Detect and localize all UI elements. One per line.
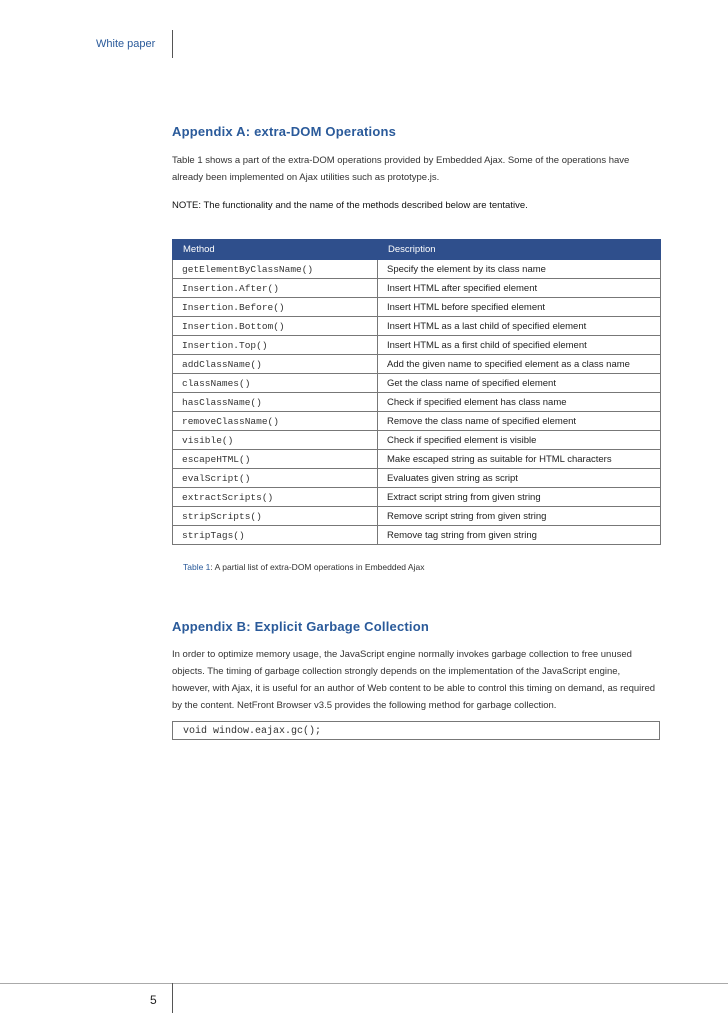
method-cell: evalScript() <box>173 469 378 488</box>
table-row <box>173 431 661 450</box>
appendix-b-title: Appendix B: Explicit Garbage Collection <box>172 619 430 634</box>
table-row <box>173 526 661 545</box>
description-cell: Evaluates given string as script <box>378 469 661 488</box>
header-label: White paper <box>96 38 156 50</box>
table-row <box>173 393 661 412</box>
method-cell: hasClassName() <box>173 393 378 412</box>
description-cell: Extract script string from given string <box>378 488 661 507</box>
method-cell: extractScripts() <box>173 488 378 507</box>
page-number: 5 <box>150 993 157 1007</box>
description-cell: Insert HTML as a first child of specified element <box>378 336 661 355</box>
description-cell: Specify the element by its class name <box>378 260 661 279</box>
table-row <box>173 298 661 317</box>
table-row <box>173 374 661 393</box>
method-cell: visible() <box>173 431 378 450</box>
table-row <box>173 279 661 298</box>
footer-rule <box>0 983 728 984</box>
method-cell: escapeHTML() <box>173 450 378 469</box>
method-cell: Insertion.Before() <box>173 298 378 317</box>
appendix-b-body: In order to optimize memory usage, the JavaScript engine normally invokes garbage collection to free unused objects. The timing of garbage collection strongly depends on the implementation of the JavaScript engine, however, with Ajax, it is useful for an author of Web content to be able to control this timing on demand, as required by the content. NetFront Browser v3.5 provides the following method for garbage collection. <box>172 649 656 711</box>
table-row <box>173 450 661 469</box>
description-cell: Check if specified element has class name <box>378 393 661 412</box>
table-row <box>173 336 661 355</box>
column-header-description: Description <box>378 240 661 260</box>
description-cell: Remove the class name of specified element <box>378 412 661 431</box>
footer-divider <box>172 983 173 1013</box>
table-caption-label: Table 1 <box>183 562 211 572</box>
appendix-a-note: NOTE: The functionality and the name of the methods described below are tentative. <box>172 200 528 211</box>
table-row <box>173 355 661 374</box>
table-header-row <box>173 240 661 260</box>
description-cell: Remove tag string from given string <box>378 526 661 545</box>
table-row <box>173 488 661 507</box>
description-cell: Remove script string from given string <box>378 507 661 526</box>
table-row <box>173 507 661 526</box>
table-caption <box>183 562 424 572</box>
method-cell: stripTags() <box>173 526 378 545</box>
description-cell: Make escaped string as suitable for HTML characters <box>378 450 661 469</box>
description-cell: Check if specified element is visible <box>378 431 661 450</box>
method-cell: getElementByClassName() <box>173 260 378 279</box>
method-cell: addClassName() <box>173 355 378 374</box>
appendix-a-title: Appendix A: extra-DOM Operations <box>172 124 397 139</box>
appendix-a-intro: Table 1 shows a part of the extra-DOM operations provided by Embedded Ajax. Some of the operations have already been implemented on Ajax utilities such as prototype.js. <box>172 155 630 183</box>
method-cell: Insertion.Top() <box>173 336 378 355</box>
method-cell: Insertion.After() <box>173 279 378 298</box>
header-divider <box>172 30 173 58</box>
table-row <box>173 317 661 336</box>
description-cell: Insert HTML before specified element <box>378 298 661 317</box>
description-cell: Get the class name of specified element <box>378 374 661 393</box>
description-cell: Insert HTML as a last child of specified element <box>378 317 661 336</box>
method-cell: removeClassName() <box>173 412 378 431</box>
code-block: void window.eajax.gc(); <box>172 721 660 740</box>
column-header-method: Method <box>173 240 378 260</box>
operations-table <box>172 239 661 545</box>
description-cell: Add the given name to specified element as a class name <box>378 355 661 374</box>
table-caption-text: : A partial list of extra-DOM operations in Embedded Ajax <box>210 562 425 572</box>
table-row <box>173 469 661 488</box>
table-row <box>173 260 661 279</box>
appendix-a-section <box>172 124 660 139</box>
method-cell: Insertion.Bottom() <box>173 317 378 336</box>
description-cell: Insert HTML after specified element <box>378 279 661 298</box>
table-row <box>173 412 661 431</box>
method-cell: stripScripts() <box>173 507 378 526</box>
method-cell: classNames() <box>173 374 378 393</box>
